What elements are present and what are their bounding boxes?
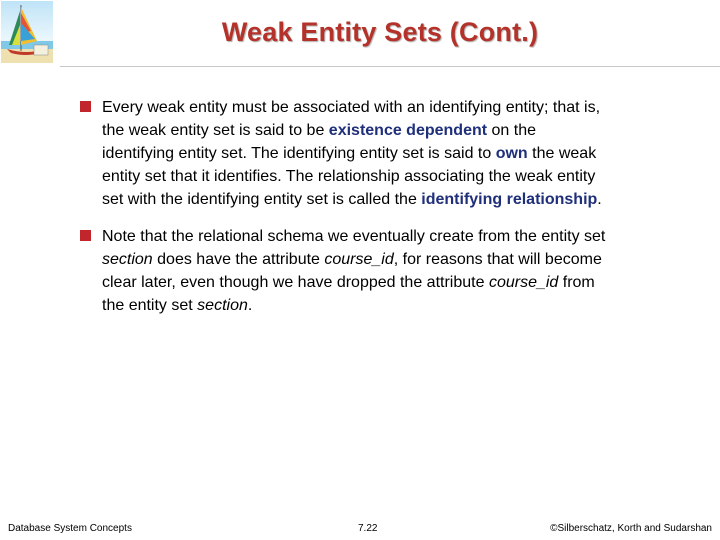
italic-term: section bbox=[197, 297, 248, 314]
text-run: . bbox=[247, 297, 253, 314]
text-run: the weak entity set that it identifies. The relationship associating the weak entity set with the identifying entity set is called the bbox=[102, 145, 597, 208]
bullet-list bbox=[80, 96, 610, 331]
bullet-item bbox=[80, 96, 610, 211]
text-run: , for reasons that will become clear later, even though we have dropped the attribute bbox=[102, 251, 602, 291]
text-run: . bbox=[597, 191, 602, 208]
square-bullet-icon bbox=[80, 101, 91, 112]
footer-copyright: ©Silberschatz, Korth and Sudarshan bbox=[550, 523, 712, 534]
text-run: from the entity set bbox=[102, 274, 595, 314]
bullet-item bbox=[80, 225, 610, 317]
highlighted-term: own bbox=[495, 145, 528, 162]
title-divider bbox=[60, 66, 720, 67]
text-run: on the identifying entity set. The identifying entity set is said to bbox=[102, 122, 537, 162]
highlighted-term: identifying relationship bbox=[421, 191, 598, 208]
footer-book-title: Database System Concepts bbox=[8, 523, 132, 534]
italic-term: course_id bbox=[488, 274, 559, 291]
square-bullet-icon bbox=[80, 230, 91, 241]
footer-page-number: 7.22 bbox=[358, 523, 378, 534]
italic-term: section bbox=[102, 251, 153, 268]
text-run: Note that the relational schema we eventually create from the entity set bbox=[102, 228, 606, 245]
highlighted-term: existence dependent bbox=[328, 122, 488, 139]
slide-title: Weak Entity Sets (Cont.) bbox=[221, 17, 539, 47]
text-run: does have the attribute bbox=[152, 251, 325, 268]
italic-term: course_id bbox=[324, 251, 394, 268]
bullet-text bbox=[102, 228, 605, 314]
text-run: Every weak entity must be associated with an identifying entity; that is, the weak entity set is said to be bbox=[102, 99, 601, 139]
bullet-text bbox=[102, 99, 602, 208]
